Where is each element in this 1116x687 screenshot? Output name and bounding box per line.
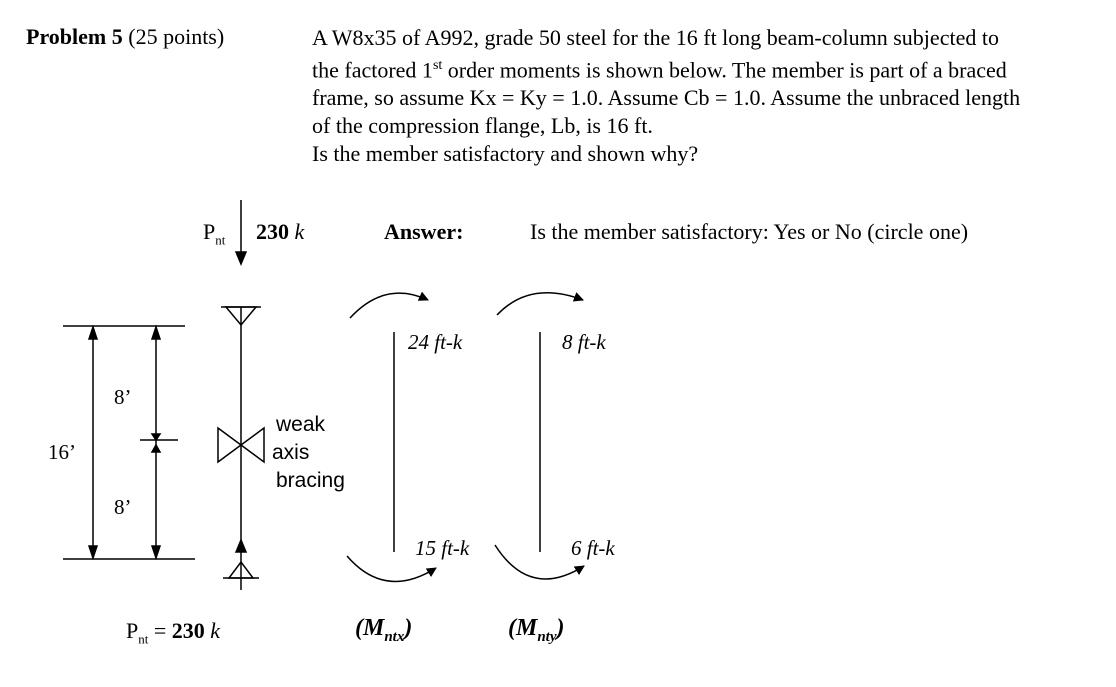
statement-line-2-sup: st <box>432 58 443 73</box>
bracing-label-1: weak <box>276 413 326 436</box>
bracing-icon-left <box>218 428 241 462</box>
load-bottom-number: 230 <box>171 618 205 643</box>
statement-line-2-post: order moments is shown below. The member is part of a braced <box>442 57 1007 83</box>
dim-upper-arrow-bottom <box>152 434 160 440</box>
dim-upper-label: 8’ <box>114 385 132 409</box>
load-top-arrowhead <box>236 252 246 264</box>
dim-total-arrow-bottom <box>89 546 97 558</box>
load-bottom-p: P <box>126 618 139 643</box>
statement-line-2-pre: the factored 1 <box>312 57 433 83</box>
load-top-p: P <box>203 219 216 244</box>
load-top-sub: nt <box>215 232 226 248</box>
load-bottom-unit: k <box>210 618 221 643</box>
load-bottom-sub: nt <box>138 631 149 647</box>
statement-line-3: frame, so assume Kx = Ky = 1.0. Assume Cb = 1.0. Assume the unbraced length <box>312 85 1021 111</box>
statement-line-1: A W8x35 of A992, grade 50 steel for the 16 ft long beam-column subjected to <box>312 25 999 50</box>
dim-upper-arrow-top <box>152 327 160 339</box>
bracing-icon-right <box>241 428 264 462</box>
load-bottom-arrowhead <box>236 540 246 552</box>
mntx-label-main: M <box>363 615 385 641</box>
dim-lower-arrow-top <box>152 445 160 452</box>
dim-lower-arrow-bottom <box>152 546 160 558</box>
load-top-number: 230 <box>256 219 289 244</box>
mnty-label-main: M <box>516 615 538 641</box>
mnty-label: $(M_{nty})$ <box>508 615 565 645</box>
problem-points: (25 points) <box>128 24 225 49</box>
answer-label: Answer: <box>384 219 464 244</box>
mntx-bottom-moment-arrow <box>347 556 436 581</box>
mnty-top-moment-arrow <box>497 293 583 315</box>
statement-line-4: of the compression flange, Lb, is 16 ft. <box>312 113 653 139</box>
mnty-bottom-value: 6 ft-k <box>571 536 615 560</box>
bracing-label-2: axis <box>272 441 310 464</box>
statement-line-5: Is the member satisfactory and shown why? <box>312 141 699 167</box>
dim-total-arrow-top <box>89 327 97 339</box>
mntx-top-moment-arrow <box>350 293 428 318</box>
mntx-label: $(M_{ntx})$ <box>355 615 413 645</box>
dim-total-label: 16’ <box>48 440 76 464</box>
bracing-label-3: bracing <box>276 469 345 492</box>
problem-title: Problem 5 <box>26 24 123 49</box>
mnty-label-sub: nty <box>537 628 557 645</box>
mntx-top-value: 24 ft-k <box>408 330 463 354</box>
mntx-label-sub: ntx <box>384 628 405 645</box>
answer-question: Is the member satisfactory: Yes or No (circle one) <box>530 219 969 244</box>
mnty-top-value: 8 ft-k <box>562 330 606 354</box>
mntx-bottom-value: 15 ft-k <box>415 536 470 560</box>
dim-lower-label: 8’ <box>114 495 132 519</box>
load-top-unit: k <box>294 219 305 244</box>
load-bottom-eq: = <box>153 618 167 643</box>
